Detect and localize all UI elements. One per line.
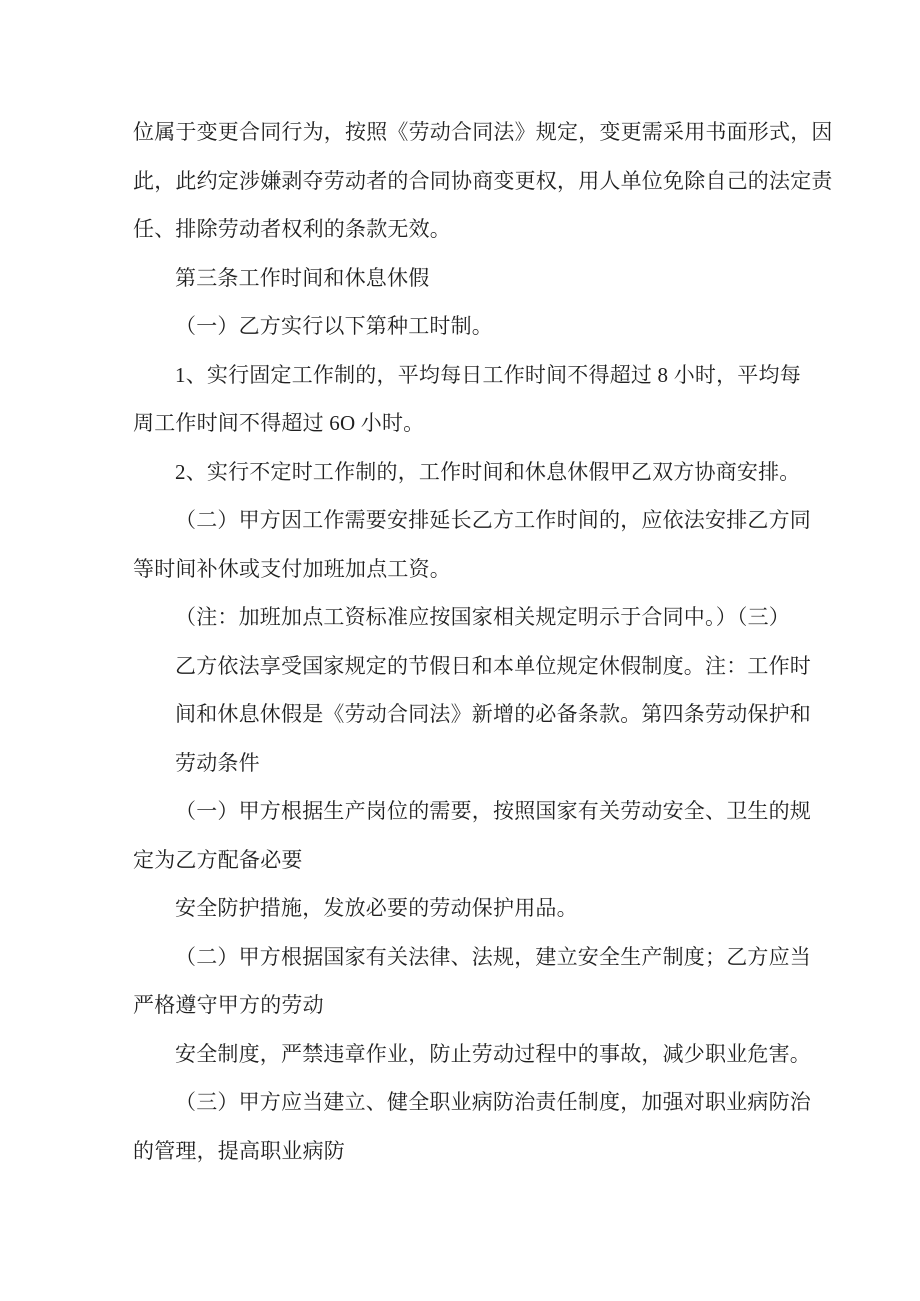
- text-line: （一）乙方实行以下第种工时制。: [175, 314, 493, 338]
- text-line: 安全防护措施，发放必要的劳动保护用品。: [175, 896, 578, 920]
- text-line: 间和休息休假是《劳动合同法》新增的必备条款。第四条劳动保护和: [175, 702, 811, 726]
- text-line: 周工作时间不得超过 6O 小时。: [133, 411, 425, 435]
- text-line: 劳动条件: [175, 750, 260, 775]
- text-line: 乙方依法享受国家规定的节假日和本单位规定休假制度。注：工作时: [175, 653, 811, 678]
- text-line: （三）甲方应当建立、健全职业病防治责任制度，加强对职业病防治: [175, 1090, 811, 1114]
- text-line: 位属于变更合同行为，按照《劳动合同法》规定，变更需采用书面形式，因: [133, 120, 833, 144]
- text-line: 任、排除劳动者权利的条款无效。: [133, 217, 451, 241]
- text-line: （二）甲方根据国家有关法律、法规，建立安全生产制度；乙方应当: [175, 944, 811, 969]
- text-line: 第三条工作时间和休息休假: [175, 265, 430, 290]
- text-line: 1、实行固定工作制的，平均每日工作时间不得超过 8 小时，平均每: [175, 362, 801, 387]
- text-line: （一）甲方根据生产岗位的需要，按照国家有关劳动安全、卫生的规: [175, 799, 811, 823]
- text-line: 此，此约定涉嫌剥夺劳动者的合同协商变更权，用人单位免除自己的法定责: [133, 168, 833, 193]
- text-line: （注：加班加点工资标准应按国家相关规定明示于合同中。）（三）: [175, 605, 790, 629]
- text-line: 的管理，提高职业病防: [133, 1138, 345, 1163]
- text-line: （二）甲方因工作需要安排延长乙方工作时间的，应依法安排乙方同: [175, 508, 811, 532]
- text-line: 安全制度，严禁违章作业，防止劳动过程中的事故，减少职业危害。: [175, 1041, 811, 1066]
- text-line: 定为乙方配备必要: [133, 847, 303, 872]
- text-line: 2、实行不定时工作制的，工作时间和休息休假甲乙双方协商安排。: [175, 459, 801, 484]
- text-line: 严格遵守甲方的劳动: [133, 993, 324, 1017]
- text-line: 等时间补休或支付加班加点工资。: [133, 556, 451, 581]
